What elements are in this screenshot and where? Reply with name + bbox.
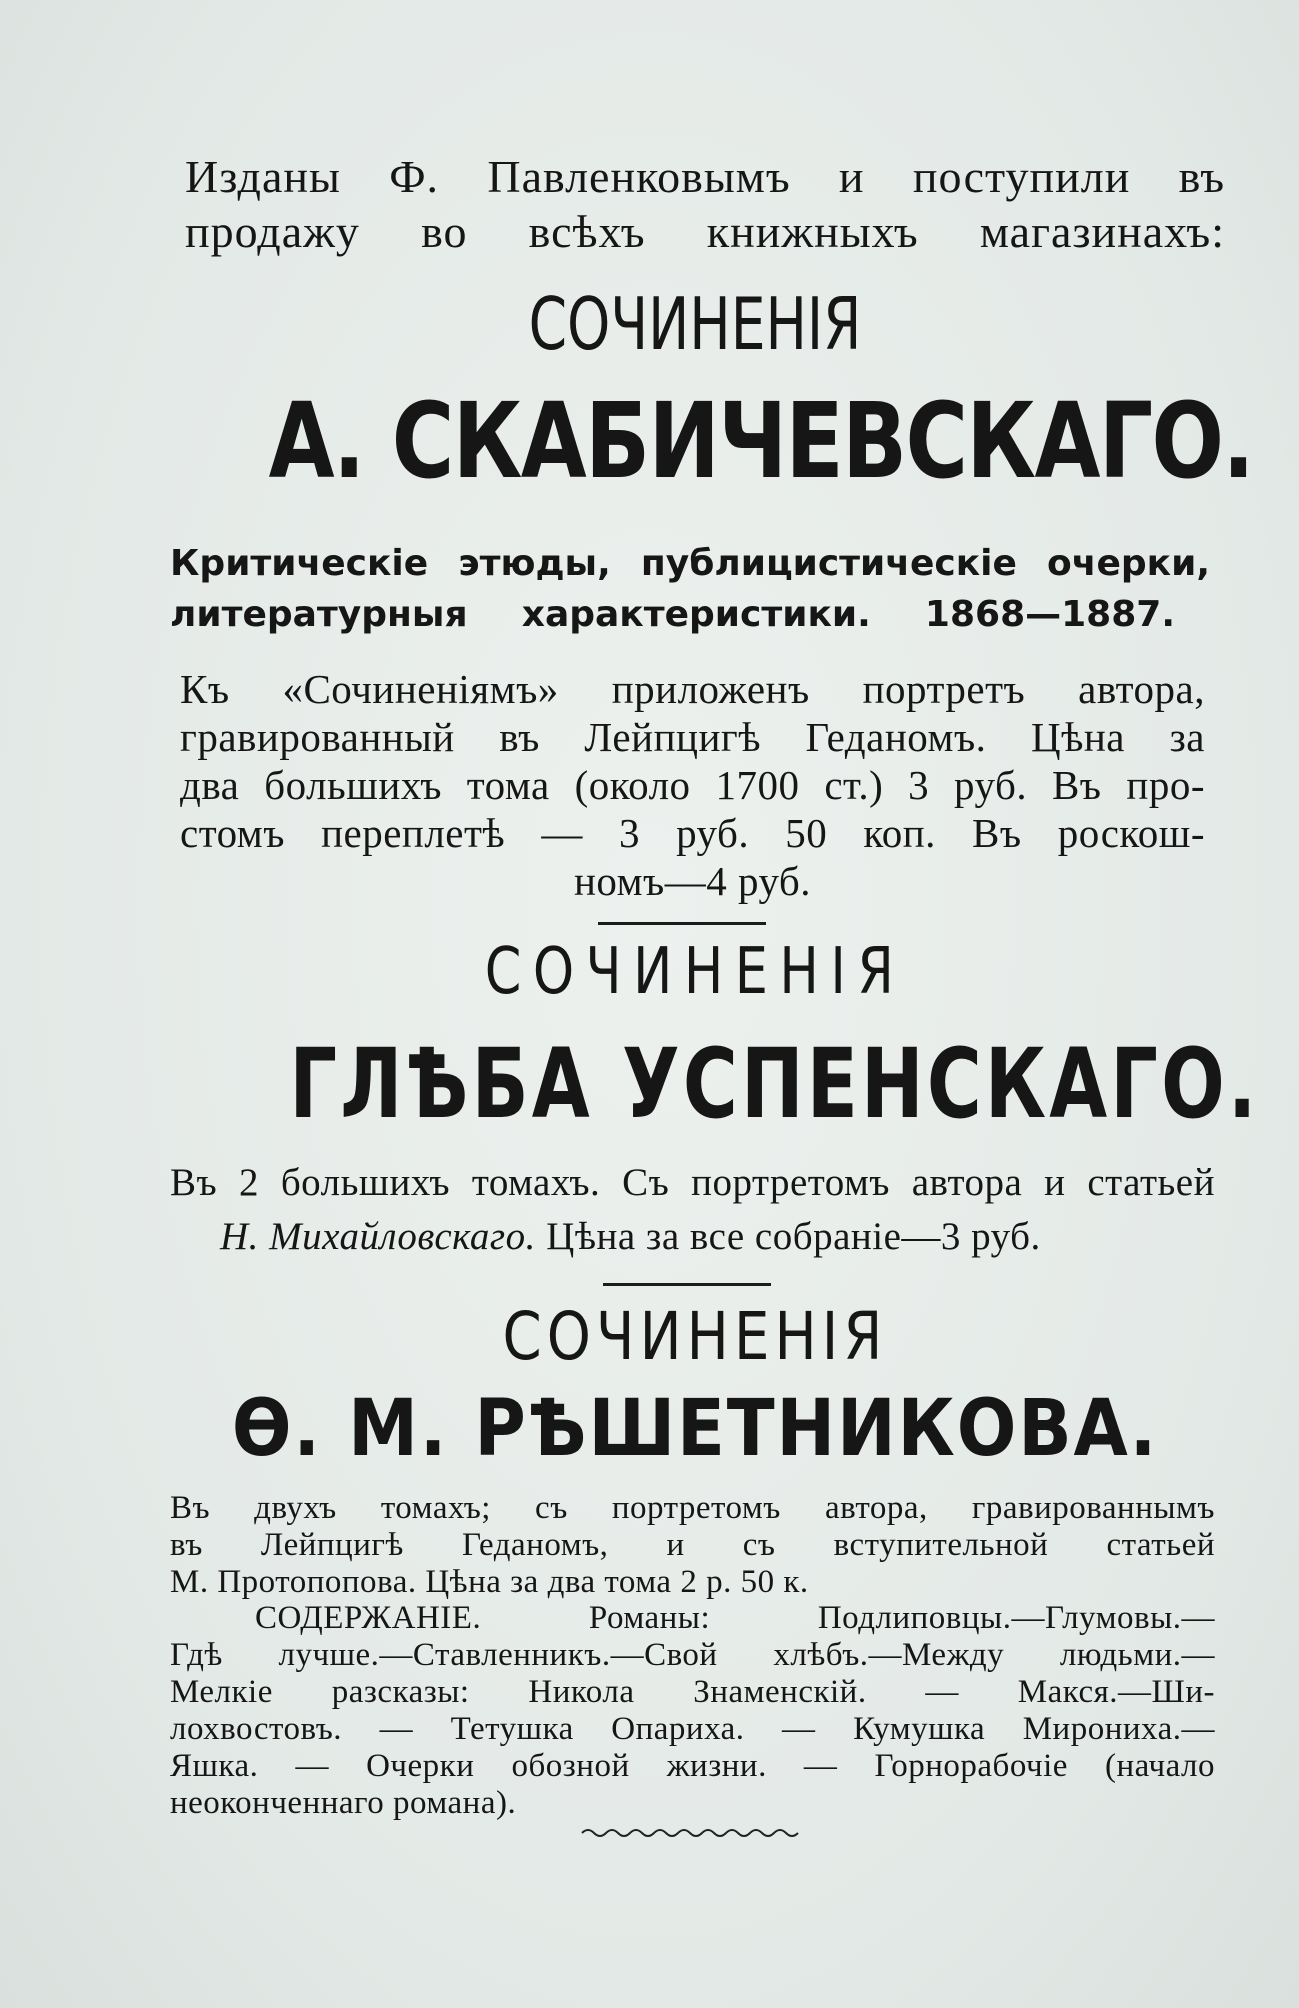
- reshetnikov-author: Ѳ. М. РѢШЕТНИКОВА.: [231, 1384, 1159, 1474]
- divider-rule-1: [598, 922, 766, 925]
- skabichevsky-desc-1: Къ «Сочиненіямъ» приложенъ портретъ автора,: [180, 666, 1205, 712]
- intro-line-1: Изданы Ф. Павленковымъ и поступили въ: [185, 151, 1225, 202]
- intro-line-2: продажу во всѣхъ книжныхъ магазинахъ:: [185, 206, 1225, 257]
- reshetnikov-heading: СОЧИНЕНІЯ: [502, 1298, 888, 1375]
- skabichevsky-desc-2: гравированный въ Лейпцигѣ Геданомъ. Цѣна за: [180, 714, 1205, 760]
- skabichevsky-subtitle-2: литературныя характеристики. 1868—1887.: [170, 594, 1175, 635]
- reshetnikov-desc-2: въ Лейпцигѣ Геданомъ, и съ вступительной статьей: [170, 1527, 1215, 1563]
- uspensky-price: Цѣна за все собраніе—3 руб.: [535, 1215, 1041, 1258]
- uspensky-desc-2: [220, 1214, 1220, 1259]
- divider-rule-2: [603, 1283, 771, 1286]
- skabichevsky-subtitle-1: Критическіе этюды, публицистическіе очерки,: [170, 543, 1210, 584]
- reshetnikov-desc-3: М. Протопопова. Цѣна за два тома 2 р. 50 к.: [170, 1564, 809, 1600]
- skabichevsky-desc-3: два большихъ тома (около 1700 ст.) 3 руб. Въ про-: [180, 762, 1205, 808]
- reshetnikov-contents-5: Яшка. — Очерки обозной жизни. — Горнорабочіе (начало: [170, 1748, 1215, 1784]
- uspensky-heading: СОЧИНЕНІЯ: [484, 935, 906, 1009]
- uspensky-author: ГЛѢБА УСПЕНСКАГО.: [289, 1028, 1260, 1140]
- reshetnikov-contents-4: лохвостовъ. — Тетушка Опариха. — Кумушка Мирониха.—: [170, 1711, 1215, 1747]
- skabichevsky-desc-4: стомъ переплетѣ — 3 руб. 50 коп. Въ роскош-: [180, 810, 1205, 856]
- reshetnikov-contents-3: Мелкіе разсказы: Никола Знаменскій. — Макся.—Ши-: [170, 1674, 1215, 1710]
- reshetnikov-contents-1: СОДЕРЖАНІЕ. Романы: Подлиповцы.—Глумовы.—: [255, 1600, 1215, 1636]
- skabichevsky-desc-5: номъ—4 руб.: [573, 858, 812, 904]
- reshetnikov-contents-6: неоконченнаго романа).: [170, 1785, 517, 1821]
- wavy-ornament: [580, 1826, 800, 1840]
- skabichevsky-heading: СОЧИНЕНІЯ: [528, 282, 862, 366]
- reshetnikov-contents-2: Гдѣ лучше.—Ставленникъ.—Свой хлѣбъ.—Между людьми.—: [170, 1637, 1215, 1673]
- mikhailovsky-name: Н. Михайловскаго.: [220, 1215, 536, 1258]
- skabichevsky-author: А. СКАБИЧЕВСКАГО.: [268, 380, 1254, 502]
- uspensky-desc-1: Въ 2 большихъ томахъ. Съ портретомъ автора и статьей: [170, 1161, 1215, 1204]
- reshetnikov-desc-1: Въ двухъ томахъ; съ портретомъ автора, гравированнымъ: [170, 1490, 1215, 1526]
